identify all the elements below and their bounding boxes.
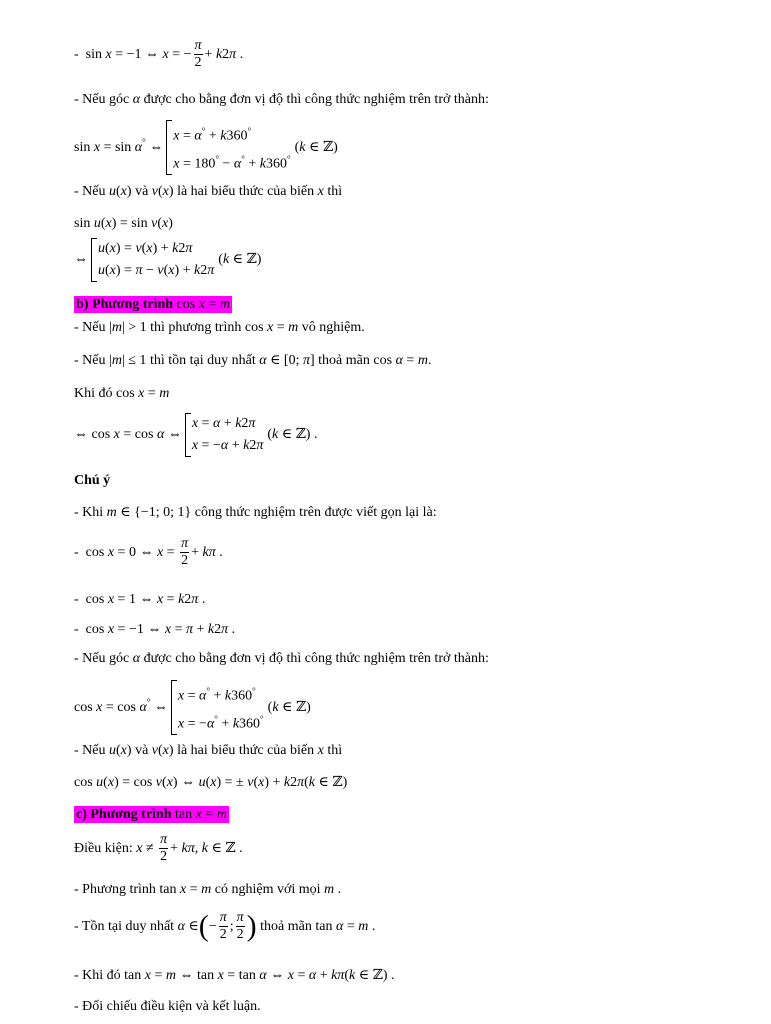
line-conclusion: - Đối chiếu điều kiện và kết luận. — [74, 999, 261, 1014]
formula-sin-u-v: sin u(x) = sin v(x) — [74, 216, 173, 231]
line-tan-condition: Điều kiện: x ≠ $\frac{\pi}{2}$ + kπ, k ∈ ℤ . — [74, 832, 243, 865]
note-heading: Chú ý — [74, 473, 111, 488]
formula-cos-u-v: cos u(x) = cos v(x) ⇔ u(x) = ± v(x) + k2π(k ∈ ℤ) — [74, 775, 348, 790]
line-cos-no-solution: - Nếu |m| > 1 thì phương trình cos x = m vô nghiệm. — [74, 320, 365, 335]
line-u-v-cos: - Nếu u(x) và v(x) là hai biểu thức của biến x thì — [74, 743, 343, 758]
section-b-heading: b) Phương trình cos x = m — [76, 297, 230, 312]
formula-tan-solution: - Khi đó tan x = m ⇔ tan x = tan α ⇔ x = α + kπ(k ∈ ℤ) . — [74, 968, 395, 983]
line-cos-unique-alpha: - Nếu |m| ≤ 1 thì tồn tại duy nhất α ∈ [0; π] thoả mãn cos α = m. — [74, 353, 432, 368]
line-khi-do-cos: Khi đó cos x = m — [74, 386, 170, 401]
formula-sin-degree: sin x = sin α° ⇔ x = α° + k360° x = 180° − α° + k360° (k ∈ ℤ) — [74, 120, 338, 175]
formula-cos-degree: cos x = cos α° ⇔ x = α° + k360° x = −α° + k360° (k ∈ ℤ) — [74, 680, 311, 735]
line-degree-note-sin: - Nếu góc α được cho bằng đơn vị độ thì công thức nghiệm trên trở thành: — [74, 92, 489, 107]
line-tan-unique-alpha: - Tồn tại duy nhất α ∈(− $\frac{\pi}{2}$ ; $\frac{\pi}{2}$ ) thoả mãn tan α = m . — [74, 909, 376, 943]
formula-cos-one: - cos x = 1 ⇔ x = k2π . — [74, 592, 206, 607]
formula-sin-u-v-solutions: ⇔ u(x) = v(x) + k2π u(x) = π − v(x) + k2π (k ∈ ℤ) — [74, 238, 261, 282]
line-degree-note-cos: - Nếu góc α được cho bằng đơn vị độ thì công thức nghiệm trên trở thành: — [74, 651, 489, 666]
line-tan-always-solution: - Phương trình tan x = m có nghiệm với mọi m . — [74, 882, 342, 897]
formula-cos-zero: - cos x = 0 ⇔ x = $\frac{\pi}{2}$ + kπ . — [74, 536, 223, 569]
formula-cos-solutions: ⇔ cos x = cos α ⇔ x = α + k2π x = −α + k2π (k ∈ ℤ) . — [74, 413, 317, 457]
section-c-heading: c) Phương trình tan x = m — [76, 807, 227, 822]
line-u-v-sin: - Nếu u(x) và v(x) là hai biểu thức của biến x thì — [74, 184, 343, 199]
formula-cos-minus-one: - cos x = −1 ⇔ x = π + k2π . — [74, 622, 236, 637]
line-sin-minus-one: - sin x = −1 ⇔ x = − $\frac{\pi}{2}$ + k2π . — [74, 38, 244, 71]
line-special-m: - Khi m ∈ {−1; 0; 1} công thức nghiệm trên được viết gọn lại là: — [74, 505, 437, 520]
